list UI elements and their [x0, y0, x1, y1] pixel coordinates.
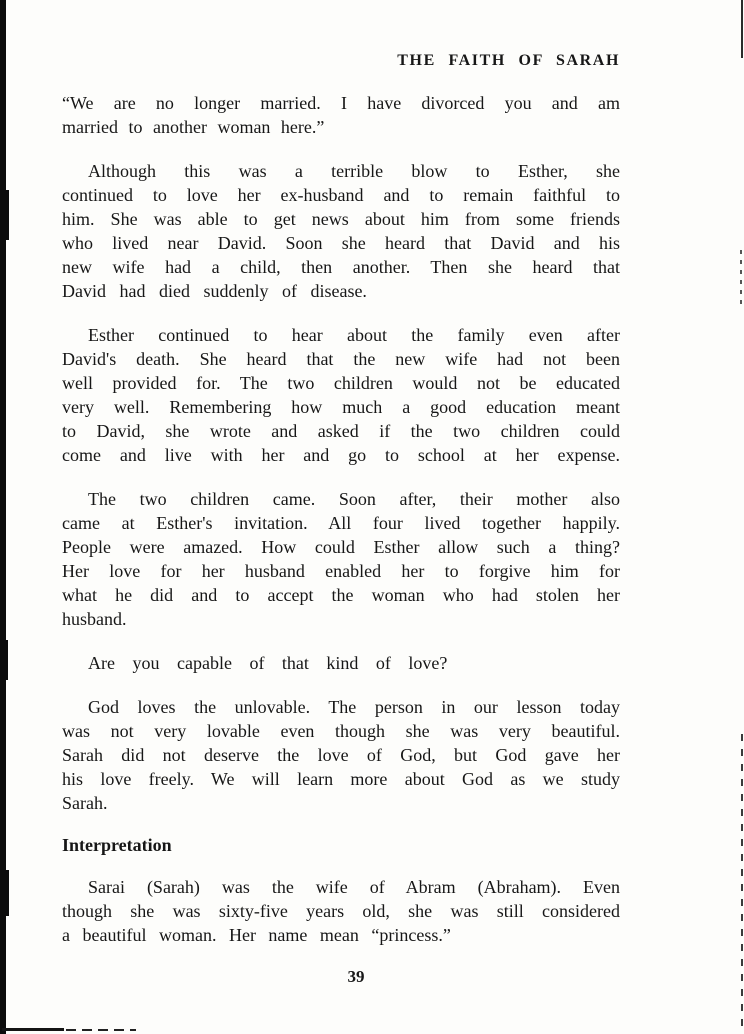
scan-artifact-bottom-dashes	[66, 1029, 136, 1031]
page-content	[62, 52, 620, 987]
scan-artifact-right-edge	[741, 734, 743, 1034]
scan-artifact-right-edge	[741, 0, 743, 58]
running-header: THE FAITH OF SARAH	[397, 52, 620, 69]
text-line: what he did and to accept the woman who had stolen her	[62, 585, 620, 605]
text-line: People were amazed. How could Esther allow such a thing?	[62, 537, 620, 557]
paragraph	[62, 695, 620, 815]
text-line: who lived near David. Soon she heard that David and his	[62, 233, 620, 253]
paragraph	[62, 875, 620, 947]
text-line: his love freely. We will learn more about God as we study	[62, 769, 620, 789]
paragraph	[62, 91, 620, 139]
text-line: David's death. She heard that the new wife had not been	[62, 349, 620, 369]
text-line: Her love for her husband enabled her to forgive him for	[62, 561, 620, 581]
scan-artifact	[0, 870, 9, 916]
text-line: Although this was a terrible blow to Esther, she	[88, 161, 620, 181]
text-line: God loves the unlovable. The person in our lesson today	[88, 697, 620, 717]
text-line: well provided for. The two children would not be educated	[62, 373, 620, 393]
text-line: married to another woman here.”	[62, 117, 325, 137]
text-line: Sarah did not deserve the love of God, but God gave her	[62, 745, 620, 765]
text-line: “We are no longer married. I have divorced you and am	[62, 93, 620, 113]
text-line: continued to love her ex-husband and to remain faithful to	[62, 185, 620, 205]
text-line: was not very lovable even though she was very beautiful.	[62, 721, 620, 741]
page-number: 39	[347, 967, 365, 986]
paragraph	[62, 323, 620, 467]
text-blocks	[62, 91, 620, 947]
text-line: came at Esther's invitation. All four lived together happily.	[62, 513, 620, 533]
paragraph	[62, 651, 620, 675]
scan-artifact-right-edge	[740, 250, 742, 310]
text-line: Sarai (Sarah) was the wife of Abram (Abraham). Even	[88, 877, 620, 897]
text-line: Are you capable of that kind of love?	[88, 653, 448, 673]
paragraph	[62, 159, 620, 303]
text-line: very well. Remembering how much a good education meant	[62, 397, 620, 417]
text-line: The two children came. Soon after, their mother also	[88, 489, 620, 509]
section-heading: Interpretation	[62, 835, 172, 855]
text-line: husband.	[62, 609, 127, 629]
text-line: new wife had a child, then another. Then she heard that	[62, 257, 620, 277]
text-line: Esther continued to hear about the family even after	[88, 325, 620, 345]
scan-artifact	[0, 640, 8, 680]
text-line: him. She was able to get news about him from some friends	[62, 209, 620, 229]
scan-artifact	[0, 190, 9, 240]
scan-artifact-bottom-line	[2, 1028, 64, 1031]
text-line: come and live with her and go to school at her expense.	[62, 445, 620, 465]
text-line: to David, she wrote and asked if the two children could	[62, 421, 620, 441]
text-line: David had died suddenly of disease.	[62, 281, 367, 301]
text-line: Sarah.	[62, 793, 108, 813]
paragraph	[62, 487, 620, 631]
text-line: though she was sixty-five years old, she was still considered	[62, 901, 620, 921]
text-line: a beautiful woman. Her name mean “princess.”	[62, 925, 451, 945]
